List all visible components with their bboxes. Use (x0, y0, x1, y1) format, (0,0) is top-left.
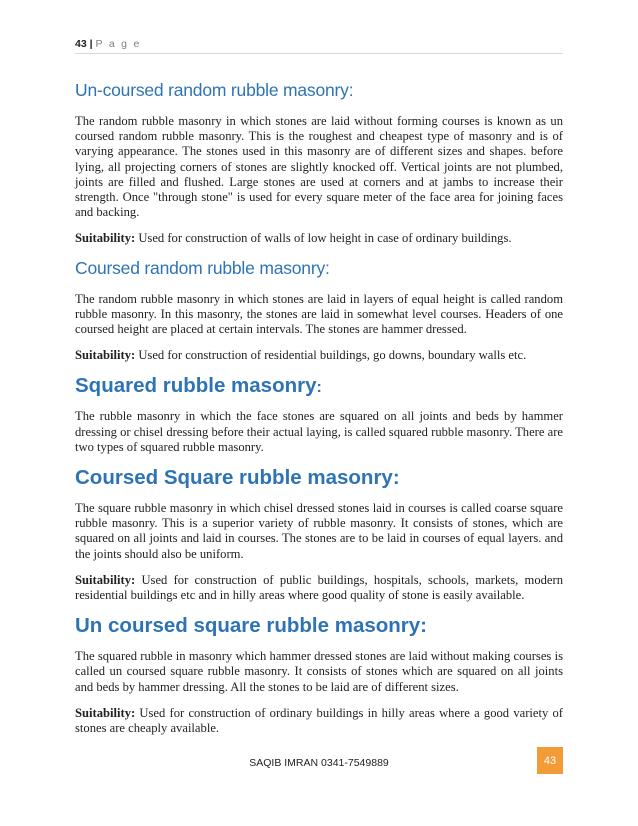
header-divider (75, 53, 563, 54)
section-heading-uncoursed-square: Un coursed square rubble masonry: (75, 614, 428, 638)
header-separator: | (89, 38, 93, 50)
suitability-label: Suitability: (75, 231, 136, 246)
section-paragraph-coursed-random: The random rubble masonry in which stones are laid in layers of equal height is called random rubble masonry. In this masonry, the stones are laid in somewhat level courses. Headers of one coursed height are placed at certain intervals. The stones are hammer dressed. (75, 291, 563, 337)
section-paragraph-uncoursed-square: The squared rubble in masonry which hammer dressed stones are laid without making courses is called un coursed square rubble masonry. It consists of stones which are squared on all joints and beds by hammer dressing. All the stones to be laid are of different sizes. (75, 649, 563, 694)
suitability-label: Suitability: (75, 348, 136, 363)
section-heading-squared-rubble (75, 374, 563, 398)
footer-author: SAQIB IMRAN 0341-7549889 (249, 757, 389, 769)
section-heading-uncoursed-random: Un-coursed random rubble masonry: (75, 80, 354, 100)
section-heading-coursed-square: Coursed Square rubble masonry: (75, 466, 400, 490)
suitability-label: Suitability: (75, 572, 136, 587)
section-paragraph-uncoursed-random: The random rubble masonry in which stones are laid without forming courses is known as un coursed random rubble masonry. This is the roughest and cheapest type of masonry and is of varying appearance. The stones used in this masonry are of different sizes and shapes. before lying, all projecting corners of stones are slightly knocked off. Vertical joints are not plumbed, joints are filled and flushed. Large stones are used at corners and at jambs to increase their strength. Once "through stone" is used for every square meter of the face area for joining faces and backing. (75, 114, 563, 220)
section-heading-coursed-random: Coursed random rubble masonry: (75, 257, 330, 278)
heading-text: Squared rubble masonry (75, 374, 317, 398)
header-page-label: P a g e (95, 38, 142, 50)
suitability-text: Used for construction of ordinary buildings in hilly areas where a good variety of stones are cheaply available. (75, 705, 563, 736)
page-content (75, 80, 563, 747)
header-page-number: 43 (75, 38, 87, 50)
footer-page-badge: 43 (537, 747, 563, 774)
suitability-label: Suitability: (75, 705, 136, 720)
suitability-text: Used for construction of public buildings, hospitals, schools, markets, modern residential buildings etc and in hilly areas where good quality of stone is easily available. (75, 572, 563, 603)
suitability-uncoursed-random (75, 231, 563, 246)
section-paragraph-coursed-square: The square rubble masonry in which chisel dressed stones laid in courses is called coarse square rubble masonry. This is a superior variety of rubble masonry. It consists of stones, which are squared on all joints and laid in courses. The stones are to be laid in courses of equal layers. and the joints should also be uniform. (75, 501, 563, 561)
suitability-text: Used for construction of walls of low height in case of ordinary buildings. (135, 231, 512, 246)
heading-colon: : (316, 379, 322, 397)
suitability-uncoursed-square (75, 706, 563, 736)
suitability-text: Used for construction of residential buildings, go downs, boundary walls etc. (135, 348, 527, 363)
section-paragraph-squared-rubble: The rubble masonry in which the face stones are squared on all joints and beds by hammer dressing or chisel dressing before their actual laying, is called squared rubble masonry. There are two types of squared rubble masonry. (75, 409, 563, 454)
suitability-coursed-square (75, 573, 563, 603)
page-header (75, 38, 141, 50)
suitability-coursed-random (75, 348, 563, 363)
